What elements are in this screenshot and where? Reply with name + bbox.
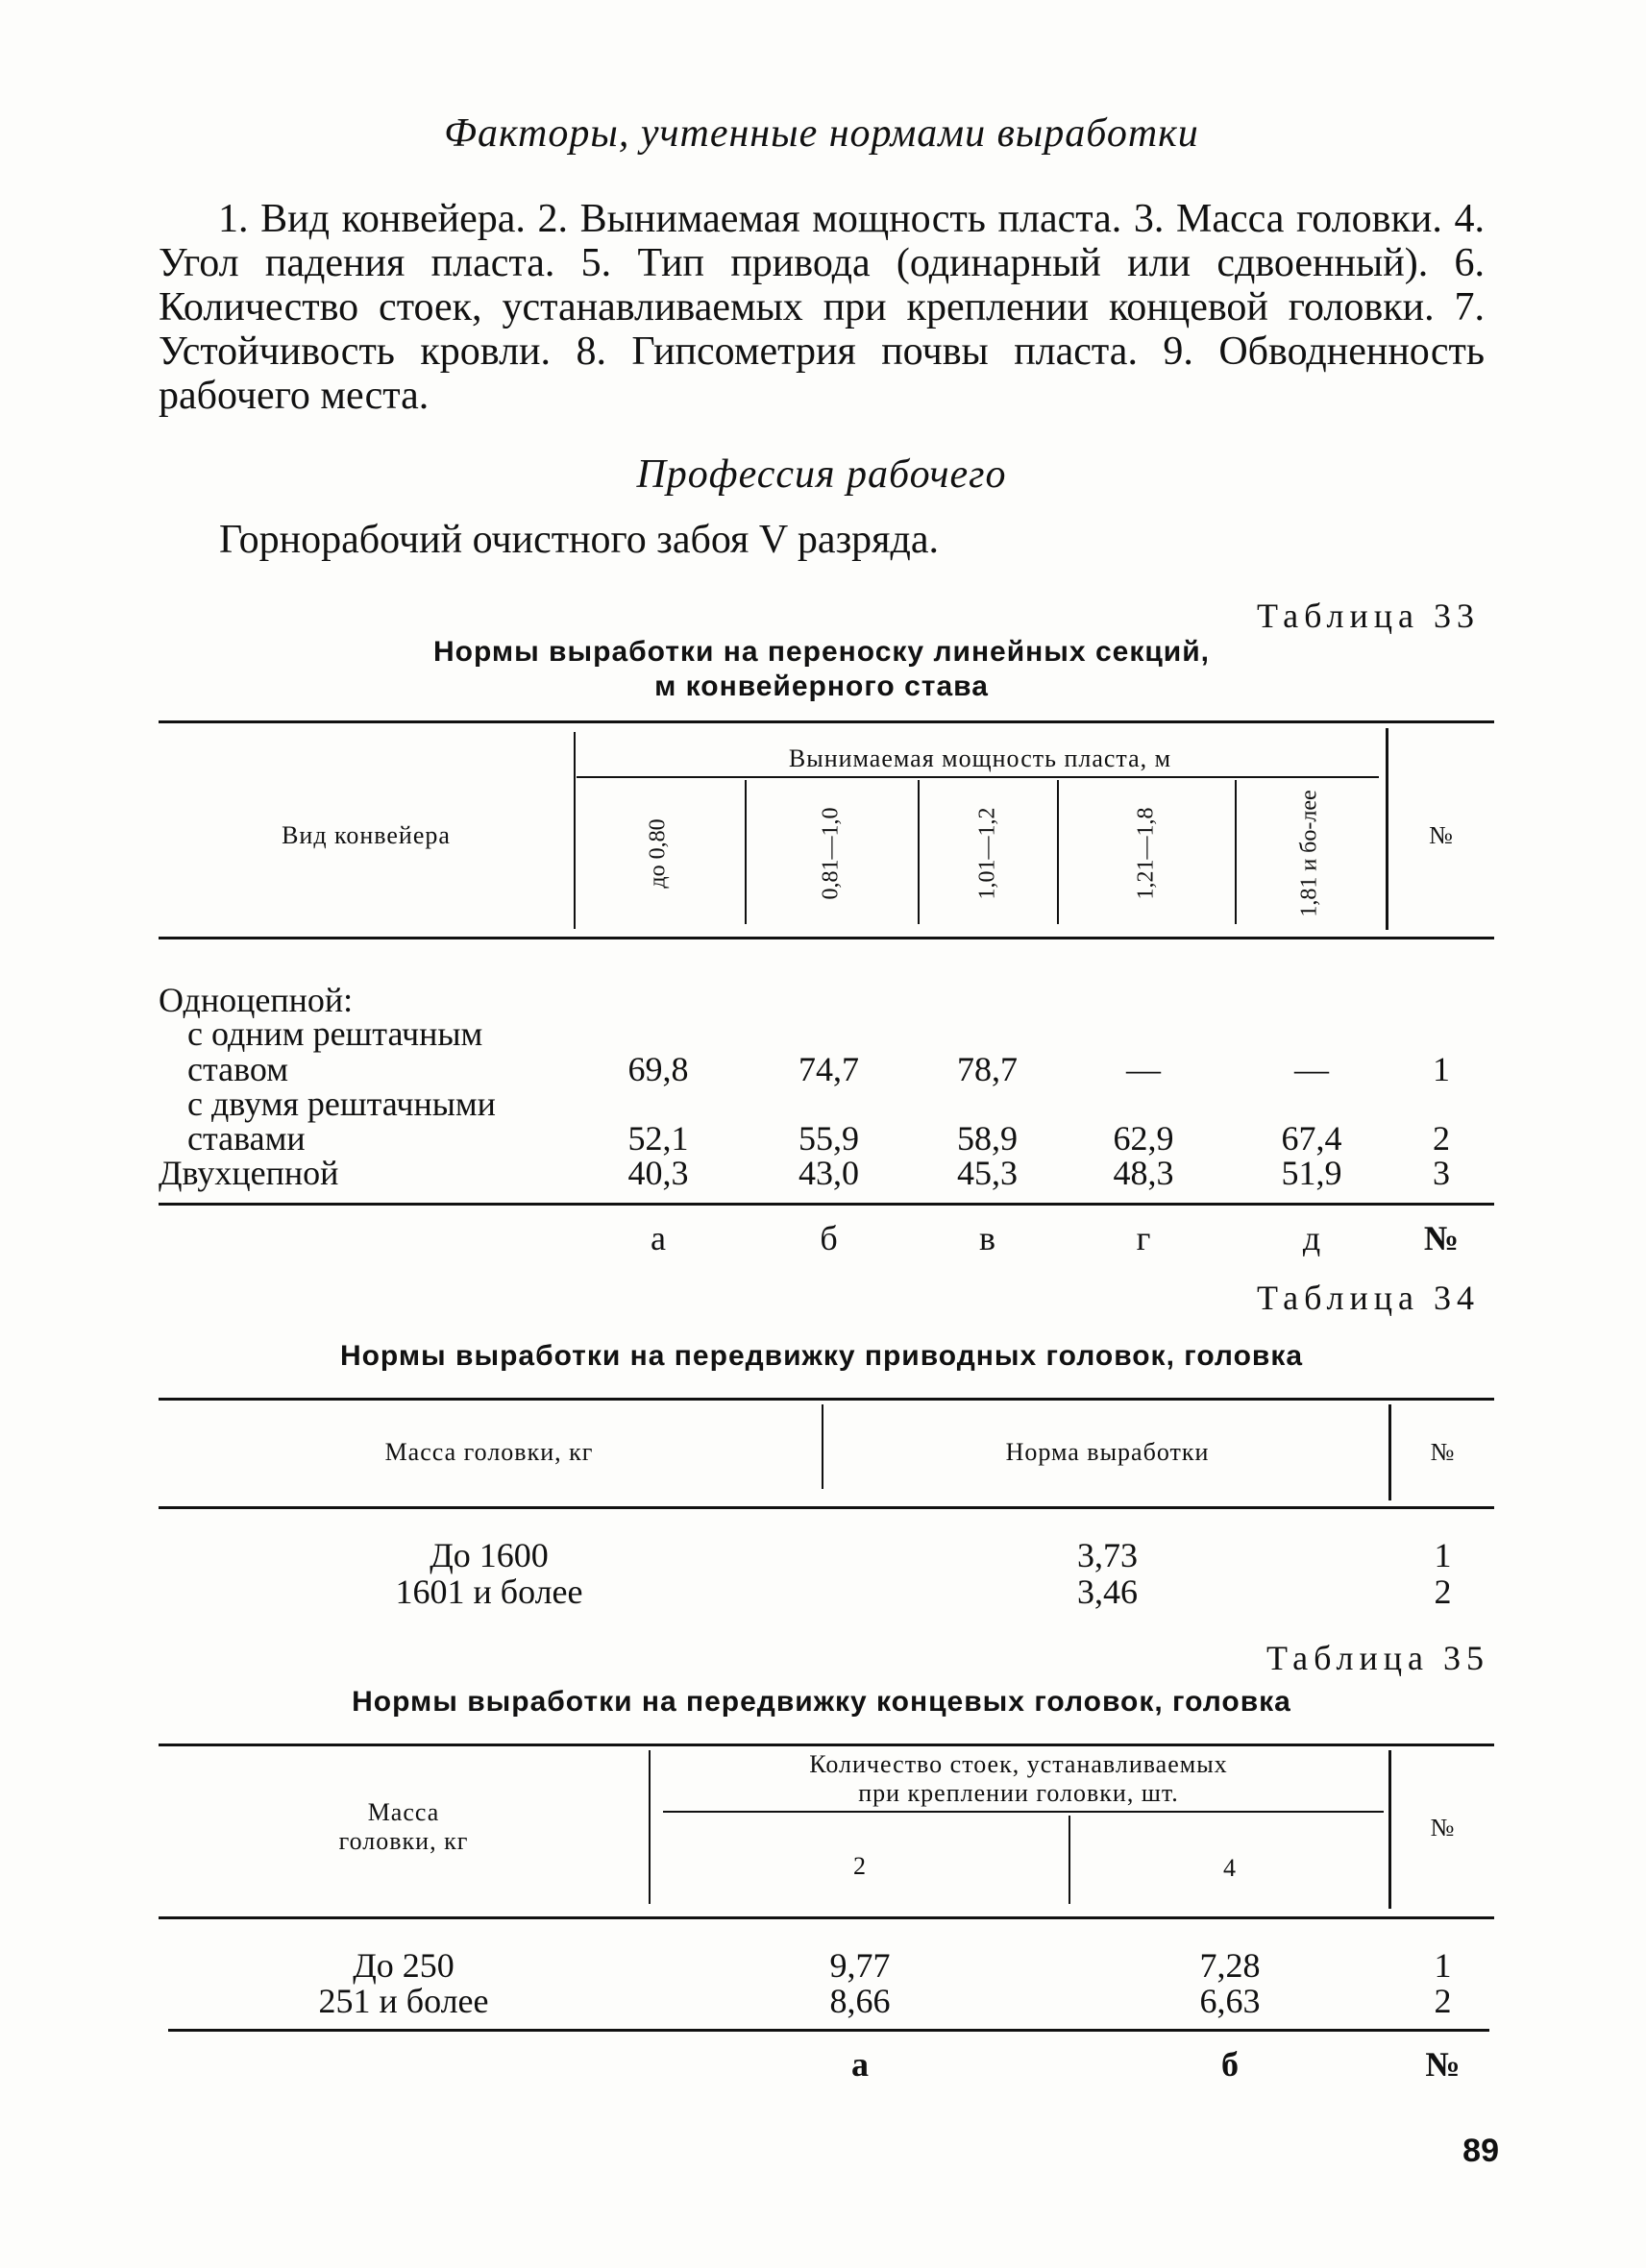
table33-r1-no: 1 <box>1433 1050 1450 1088</box>
table33-r3-c4: 48,3 <box>1113 1154 1174 1192</box>
table33-footer-no: № <box>1423 1219 1460 1257</box>
table33-title-line2: м конвейерного става <box>654 671 989 702</box>
table35-r2-v2: 8,66 <box>829 1982 891 2020</box>
table33-col-type: Вид конвейера <box>282 821 451 849</box>
factors-text: 1. Вид конвейера. 2. Вынимаемая мощность пласта. 3. Масса головки. 4. Угол падения пласта. 5. Тип привода (одинарный или сдвоенный). 6. Количество стоек, устанавливаемых при креплении концевой головки. 7. Устойчивость кровли. 8. Гипсометрия почвы пласта. 9. Обводненность рабочего места. <box>159 197 1485 418</box>
table33-col-thickness-1: до 0,80 <box>645 818 671 889</box>
table34-r2-norm: 3,46 <box>1077 1573 1138 1611</box>
profession-heading: Профессия рабочего <box>636 452 1007 497</box>
table33-r2-no: 2 <box>1433 1119 1450 1158</box>
table33-r1-c4: — <box>1126 1050 1161 1088</box>
table33-r2-c2: 55,9 <box>798 1119 859 1158</box>
table33-footer-b: б <box>820 1219 838 1257</box>
table35-title: Нормы выработки на передвижку концевых головок, головка <box>352 1686 1291 1718</box>
table34-r1-no: 1 <box>1434 1536 1452 1574</box>
page-number: 89 <box>1462 2133 1499 2169</box>
table33-row1-line1: с одним рештачным <box>187 1014 483 1053</box>
table33-footer-d: д <box>1302 1219 1321 1257</box>
table33-r1-c3: 78,7 <box>957 1050 1018 1088</box>
table33-col-thickness-2: 0,81—1,0 <box>818 807 844 900</box>
table35-footer-a: а <box>851 2045 869 2084</box>
table35-group-line2: при креплении головки, шт. <box>858 1779 1179 1807</box>
table33-col-no: № <box>1429 821 1454 849</box>
table33-r2-c1: 52,1 <box>627 1119 689 1158</box>
table35-r1-v4: 7,28 <box>1199 1946 1261 1985</box>
table34-title: Нормы выработки на передвижку приводных головок, головка <box>339 1340 1304 1372</box>
table33-r3-c1: 40,3 <box>627 1154 689 1192</box>
table34-col-no: № <box>1430 1438 1456 1466</box>
table33-r3-c3: 45,3 <box>957 1154 1018 1192</box>
table33-title-line1: Нормы выработки на переноску линейных секций, <box>432 636 1210 668</box>
table33-row2-line1: с двумя рештачными <box>187 1085 496 1123</box>
table33-r3-c5: 51,9 <box>1281 1154 1342 1192</box>
table33-label: Таблица 33 <box>1257 597 1480 635</box>
table34-r2-no: 2 <box>1434 1573 1452 1611</box>
table34-label: Таблица 34 <box>1257 1279 1480 1317</box>
table35-r2-v4: 6,63 <box>1199 1982 1261 2020</box>
table33-footer-a: а <box>651 1219 666 1257</box>
table33-row3-label: Двухцепной <box>159 1154 339 1192</box>
table35-r1-no: 1 <box>1434 1946 1452 1985</box>
table35-r1-v2: 9,77 <box>829 1946 891 1985</box>
table35-r2-mass: 251 и более <box>318 1982 489 2020</box>
table33-group-header: Вынимаемая мощность пласта, м <box>788 744 1172 772</box>
profession-text: Горнорабочий очистного забоя V разряда. <box>219 518 939 562</box>
table33-r2-c4: 62,9 <box>1113 1119 1174 1158</box>
table35-subcol-2: 2 <box>853 1852 867 1880</box>
table33-row2-line2: ставами <box>187 1119 306 1158</box>
table35-subcol-4: 4 <box>1223 1854 1237 1882</box>
table34-col-mass: Масса головки, кг <box>384 1438 594 1466</box>
table34-r2-mass: 1601 и более <box>395 1573 583 1611</box>
table33-footer-g: г <box>1136 1219 1151 1257</box>
table33-row1-line2: ставом <box>187 1050 288 1088</box>
table35-r2-no: 2 <box>1434 1982 1452 2020</box>
table35-group-line1: Количество стоек, устанавливаемых <box>809 1750 1228 1778</box>
table35-label: Таблица 35 <box>1266 1639 1489 1677</box>
table35-r1-mass: До 250 <box>353 1946 454 1985</box>
table35-footer-b: б <box>1221 2045 1239 2084</box>
table34-r1-norm: 3,73 <box>1077 1536 1138 1574</box>
table35-col-no: № <box>1430 1814 1456 1841</box>
table33-row-group: Одноцепной: <box>159 981 354 1019</box>
table33-r2-c5: 67,4 <box>1281 1119 1342 1158</box>
table35-col-mass-line2: головки, кг <box>338 1827 469 1855</box>
table33-col-thickness-3: 1,01—1,2 <box>974 807 1000 900</box>
table33-r2-c3: 58,9 <box>957 1119 1018 1158</box>
table33-r1-c1: 69,8 <box>627 1050 689 1088</box>
table34-r1-mass: До 1600 <box>430 1536 549 1574</box>
table35-footer-no: № <box>1425 2045 1461 2084</box>
table33-col-thickness-4: 1,21—1,8 <box>1133 807 1159 900</box>
table33-footer-v: в <box>979 1219 995 1257</box>
table33-col-thickness-5: 1,81 и бо-лее <box>1296 790 1322 917</box>
factors-heading: Факторы, учтенные нормами выработки <box>444 111 1199 156</box>
table33-r3-no: 3 <box>1433 1154 1450 1192</box>
table33-r1-c2: 74,7 <box>798 1050 859 1088</box>
table33-r3-c2: 43,0 <box>798 1154 859 1192</box>
table33-r1-c5: — <box>1294 1050 1329 1088</box>
table34-col-norm: Норма выработки <box>1005 1438 1210 1466</box>
table35-col-mass-line1: Масса <box>367 1798 440 1826</box>
